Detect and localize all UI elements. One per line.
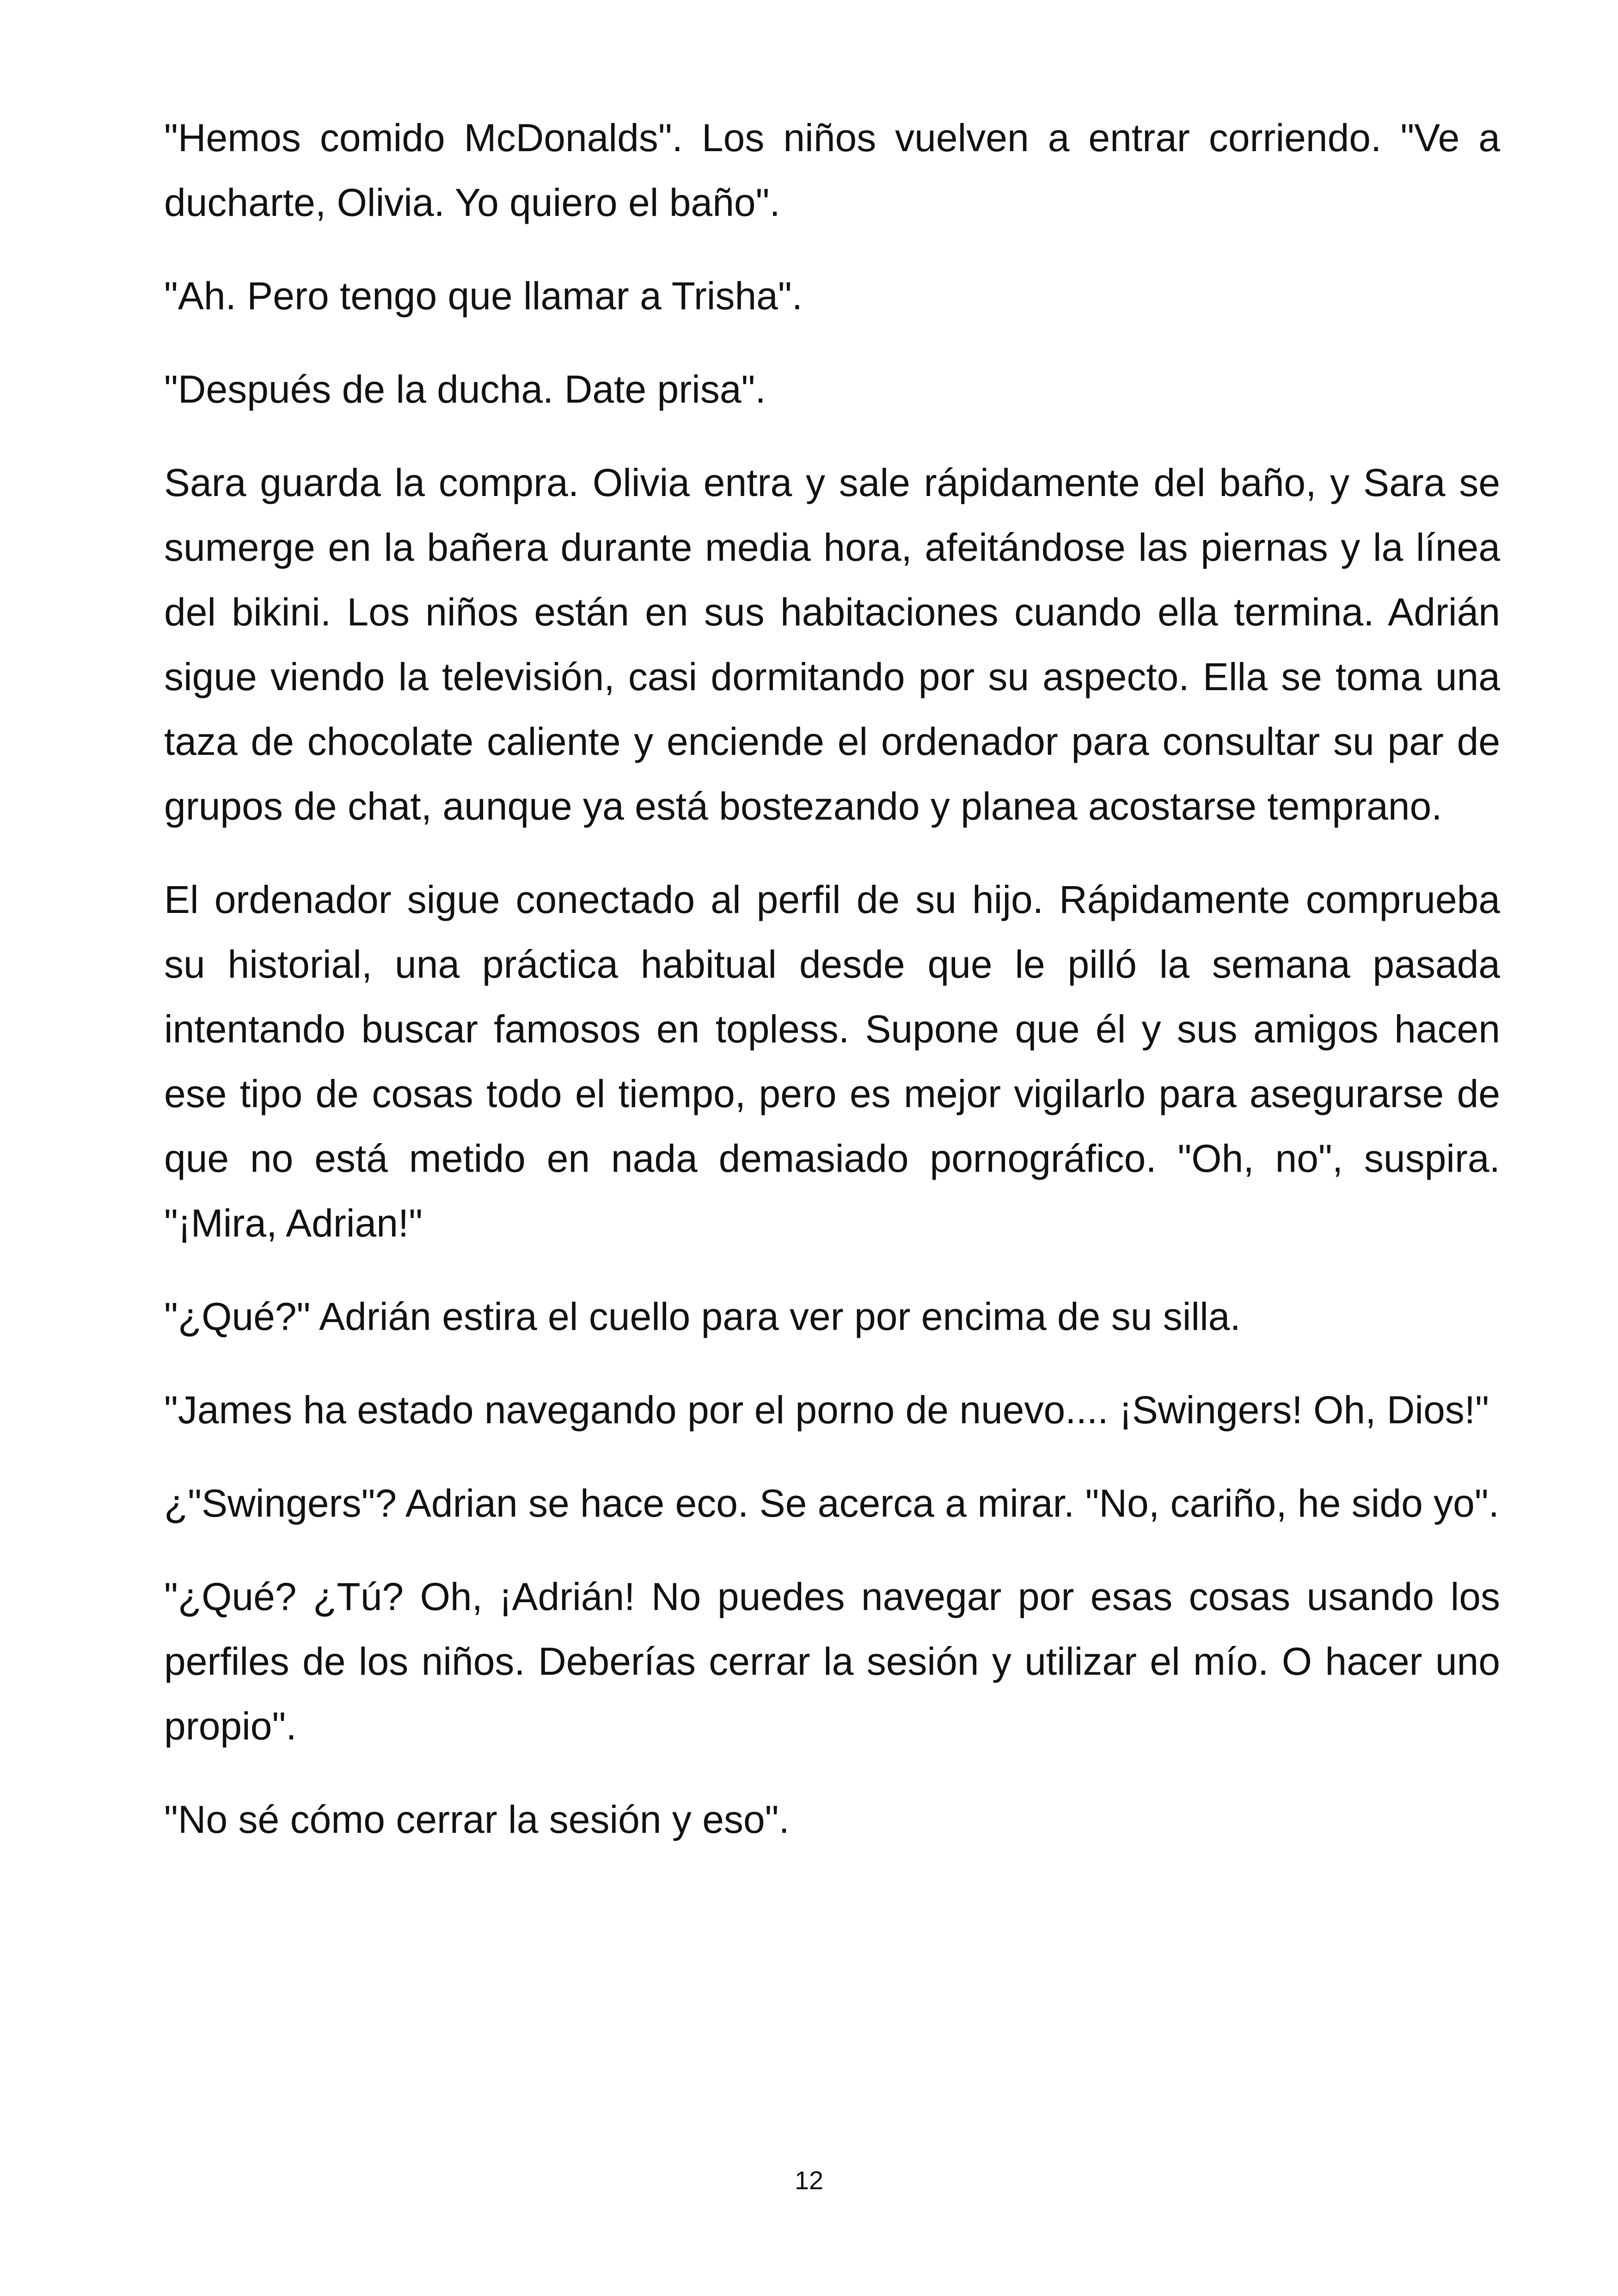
paragraph: "¿Qué?" Adrián estira el cuello para ver por encima de su silla. <box>164 1295 1241 1338</box>
paragraph: "James ha estado navegando por el porno de nuevo.... ¡Swingers! Oh, Dios!" <box>164 1388 1489 1432</box>
paragraph: El ordenador sigue conectado al perfil de su hijo. Rápidamente comprueba su historial, una práctica habitual desde que le pilló la semana pasada intentando buscar famosos en topless. Supone que él y sus amigos hacen ese tipo de cosas todo el tiempo, pero es mejor vigilarlo para asegurarse de que no está metido en nada demasiado pornográfico. "Oh, no", suspira. "¡Mira, Adrian!" <box>164 878 1500 1245</box>
paragraph: "Hemos comido McDonalds". Los niños vuelven a entrar corriendo. "Ve a ducharte, Olivia. Yo quiero el baño". <box>164 116 1500 224</box>
paragraph: "Ah. Pero tengo que llamar a Trisha". <box>164 274 803 318</box>
paragraph: "¿Qué? ¿Tú? Oh, ¡Adrián! No puedes navegar por esas cosas usando los perfiles de los niños. Deberías cerrar la sesión y utilizar el mío. O hacer uno propio". <box>164 1575 1500 1748</box>
page-number: 12 <box>794 2166 824 2195</box>
paragraph: "Después de la ducha. Date prisa". <box>164 367 766 411</box>
paragraph: "No sé cómo cerrar la sesión y eso". <box>164 1798 790 1841</box>
paragraph: ¿"Swingers"? Adrian se hace eco. Se acerca a mirar. "No, cariño, he sido yo". <box>164 1482 1499 1525</box>
page-body <box>164 105 1500 1880</box>
paragraph: Sara guarda la compra. Olivia entra y sale rápidamente del baño, y Sara se sumerge en la bañera durante media hora, afeitándose las piernas y la línea del bikini. Los niños están en sus habitaciones cuando ella termina. Adrián sigue viendo la televisión, casi dormitando por su aspecto. Ella se toma una taza de chocolate caliente y enciende el ordenador para consultar su par de grupos de chat, aunque ya está bostezando y planea acostarse temprano. <box>164 461 1500 828</box>
